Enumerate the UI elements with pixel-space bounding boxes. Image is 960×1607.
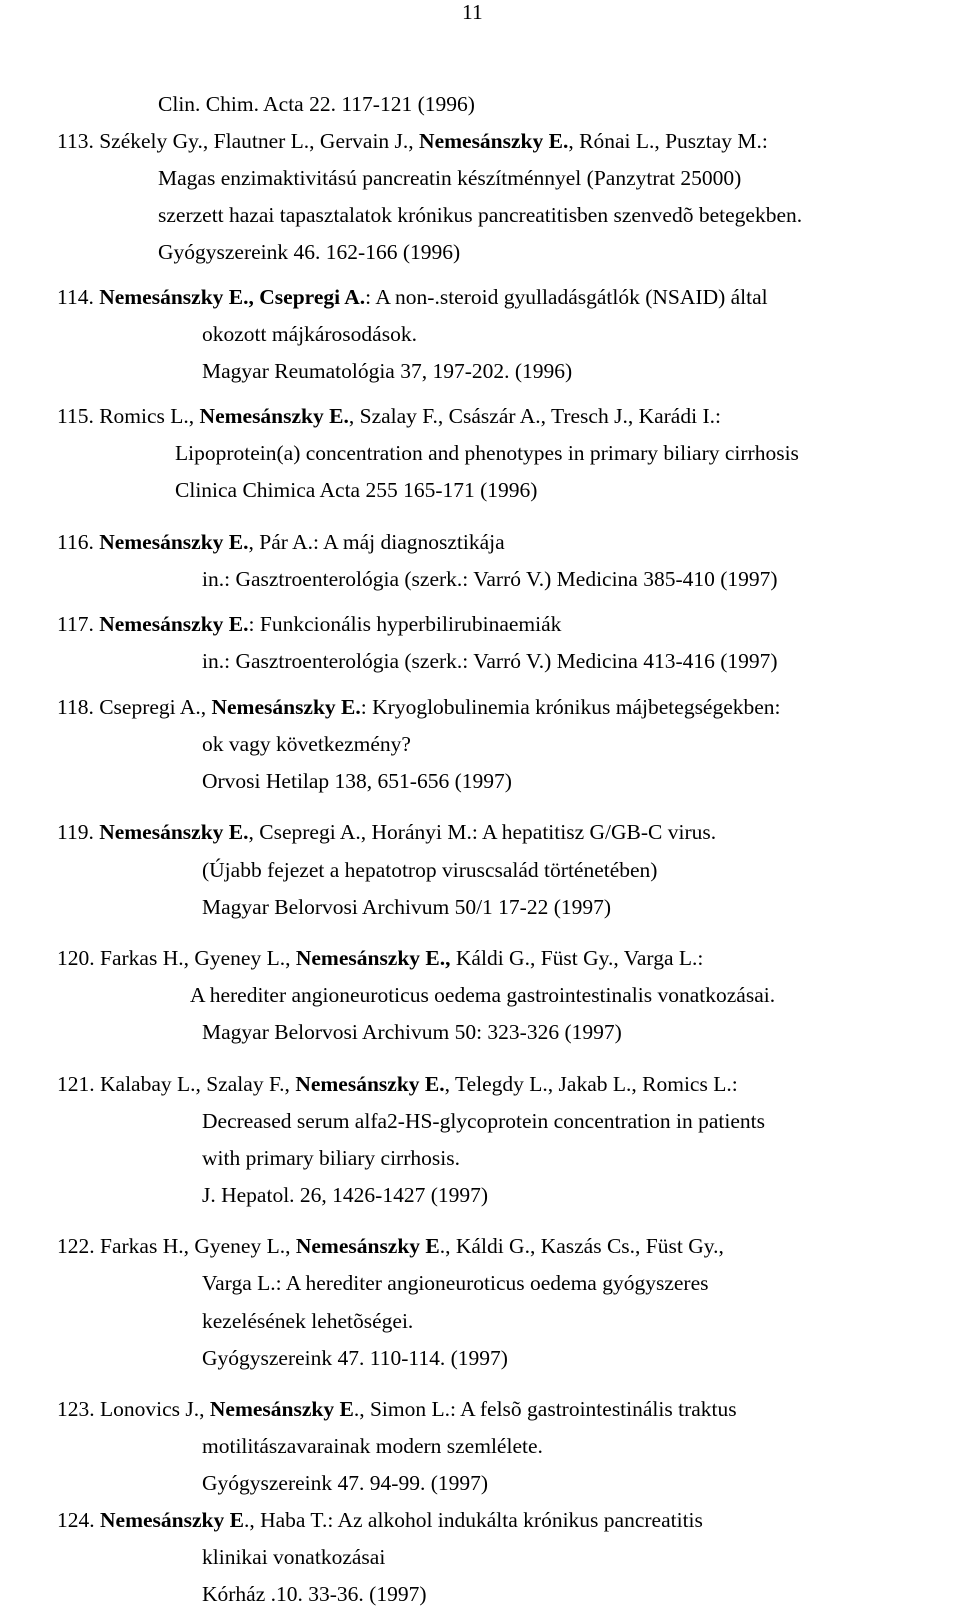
text-segment: Magyar Belorvosi Archivum 50: 323-326 (1997) (202, 1020, 622, 1044)
text-line (202, 1470, 488, 1496)
author-highlight: Nemesánszky E (209, 1397, 354, 1421)
author-highlight: Nemesánszky E (295, 1234, 440, 1258)
text-segment: , Rónai L., Pusztay M.: (568, 129, 768, 153)
text-line (57, 1233, 724, 1259)
text-line (202, 1308, 413, 1334)
text-segment: 117. (57, 612, 100, 636)
text-line (202, 1019, 622, 1045)
text-segment: Orvosi Hetilap 138, 651-656 (1997) (202, 769, 512, 793)
text-line (202, 648, 778, 674)
author-highlight: Nemesánszky E. (199, 404, 349, 428)
text-segment: ., Káldi G., Kaszás Cs., Füst Gy., (439, 1234, 724, 1258)
text-segment: 115. Romics L., (57, 404, 200, 428)
text-line (202, 857, 657, 883)
text-segment: in.: Gasztroenterológia (szerk.: Varró V.) Medicina 385-410 (1997) (202, 567, 778, 591)
text-segment: 124. (57, 1508, 100, 1532)
text-segment: (Újabb fejezet a hepatotrop viruscsalád történetében) (202, 858, 658, 882)
text-line (202, 1145, 460, 1171)
text-segment: Gyógyszereink 46. 162-166 (1996) (158, 240, 461, 264)
text-segment: klinikai vonatkozásai (202, 1545, 386, 1569)
author-highlight: Nemesánszky E (100, 1508, 244, 1532)
text-segment: motilitászavarainak modern szemlélete. (202, 1434, 543, 1458)
text-segment: with primary biliary cirrhosis. (202, 1146, 460, 1170)
text-segment: : A non-.steroid gyulladásgátlók (NSAID) által (365, 285, 768, 309)
text-line (57, 694, 781, 720)
text-segment: kezelésének lehetõségei. (202, 1309, 414, 1333)
text-segment: ok vagy következmény? (202, 732, 411, 756)
text-line (57, 403, 721, 429)
text-line (202, 768, 512, 794)
author-highlight: Nemesánszky E. (295, 1072, 445, 1096)
page-number: 11 (462, 0, 483, 24)
text-line (202, 1581, 427, 1607)
text-segment: 113. Székely Gy., Flautner L., Gervain J., (57, 129, 420, 153)
text-segment: : Kryoglobulinemia krónikus májbetegségekben: (360, 695, 781, 719)
text-segment: ., Haba T.: Az alkohol indukálta krónikus pancreatitis (243, 1508, 703, 1532)
text-line (175, 477, 537, 503)
author-highlight: Nemesánszky E., (295, 946, 451, 970)
author-highlight: Nemesánszky E. (99, 612, 249, 636)
text-line (158, 165, 741, 191)
text-line (158, 91, 475, 117)
text-line (57, 284, 768, 310)
author-highlight: Nemesánszky E. (99, 285, 249, 309)
text-segment: J. Hepatol. 26, 1426-1427 (1997) (202, 1183, 489, 1207)
text-segment: 116. (57, 530, 100, 554)
text-line (57, 945, 703, 971)
text-segment: szerzett hazai tapasztalatok krónikus pancreatitisben szenvedõ betegekben. (158, 203, 803, 227)
text-line (57, 819, 716, 845)
text-segment: Magyar Belorvosi Archivum 50/1 17-22 (1997) (202, 895, 612, 919)
author-highlight: , Csepregi A. (248, 285, 366, 309)
text-segment: : Funkcionális hyperbilirubinaemiák (248, 612, 562, 636)
author-highlight: Nemesánszky E. (99, 820, 249, 844)
text-segment: 122. Farkas H., Gyeney L., (57, 1234, 296, 1258)
author-highlight: Nemesánszky E. (211, 695, 361, 719)
text-line (202, 1108, 765, 1134)
text-line (57, 1071, 738, 1097)
text-segment: Clin. Chim. Acta 22. 117-121 (1996) (158, 92, 475, 116)
text-segment: Varga L.: A herediter angioneuroticus oedema gyógyszeres (202, 1271, 709, 1295)
text-line (202, 566, 778, 592)
text-line (202, 1270, 708, 1296)
text-segment: Gyógyszereink 47. 110-114. (1997) (202, 1346, 508, 1370)
text-line (202, 894, 611, 920)
text-segment: Magas enzimaktivitású pancreatin készítménnyel (Panzytrat 25000) (158, 166, 742, 190)
text-segment: Káldi G., Füst Gy., Varga L.: (450, 946, 704, 970)
author-highlight: Nemesánszky E. (419, 129, 569, 153)
text-segment: 118. Csepregi A., (57, 695, 212, 719)
text-line (202, 321, 417, 347)
text-line (202, 358, 572, 384)
text-segment: in.: Gasztroenterológia (szerk.: Varró V.) Medicina 413-416 (1997) (202, 649, 778, 673)
text-line (202, 1433, 543, 1459)
text-line (202, 731, 411, 757)
text-segment: ., Simon L.: A felsõ gastrointestinális traktus (353, 1397, 737, 1421)
text-line (57, 128, 768, 154)
text-line (57, 611, 561, 637)
text-line (57, 1396, 737, 1422)
text-line (190, 982, 775, 1008)
author-highlight: Nemesánszky E. (99, 530, 249, 554)
text-line (202, 1345, 508, 1371)
text-segment: Gyógyszereink 47. 94-99. (1997) (202, 1471, 489, 1495)
text-segment: , Csepregi A., Horányi M.: A hepatitisz G/GB-C virus. (248, 820, 717, 844)
text-segment: Lipoprotein(a) concentration and phenotypes in primary biliary cirrhosis (175, 441, 799, 465)
text-segment: okozott májkárosodások. (202, 322, 417, 346)
text-line (158, 239, 460, 265)
text-line (158, 202, 802, 228)
text-segment: Kórház .10. 33-36. (1997) (202, 1582, 427, 1606)
text-segment: Decreased serum alfa2-HS-glycoprotein concentration in patients (202, 1109, 765, 1133)
text-line (202, 1182, 488, 1208)
text-segment: , Telegdy L., Jakab L., Romics L.: (444, 1072, 738, 1096)
text-segment: , Pár A.: A máj diagnosztikája (248, 530, 505, 554)
text-segment: , Szalay F., Császár A., Tresch J., Karádi I.: (348, 404, 721, 428)
text-segment: 121. Kalabay L., Szalay F., (57, 1072, 296, 1096)
text-segment: 119. (57, 820, 100, 844)
text-line (57, 529, 505, 555)
text-line (202, 1544, 385, 1570)
text-line (57, 1507, 703, 1533)
text-line (175, 440, 799, 466)
text-segment: 123. Lonovics J., (57, 1397, 210, 1421)
text-segment: 120. Farkas H., Gyeney L., (57, 946, 296, 970)
text-segment: Magyar Reumatológia 37, 197-202. (1996) (202, 359, 573, 383)
text-segment: A herediter angioneuroticus oedema gastrointestinalis vonatkozásai. (190, 983, 776, 1007)
text-segment: Clinica Chimica Acta 255 165-171 (1996) (175, 478, 538, 502)
text-segment: 114. (57, 285, 100, 309)
